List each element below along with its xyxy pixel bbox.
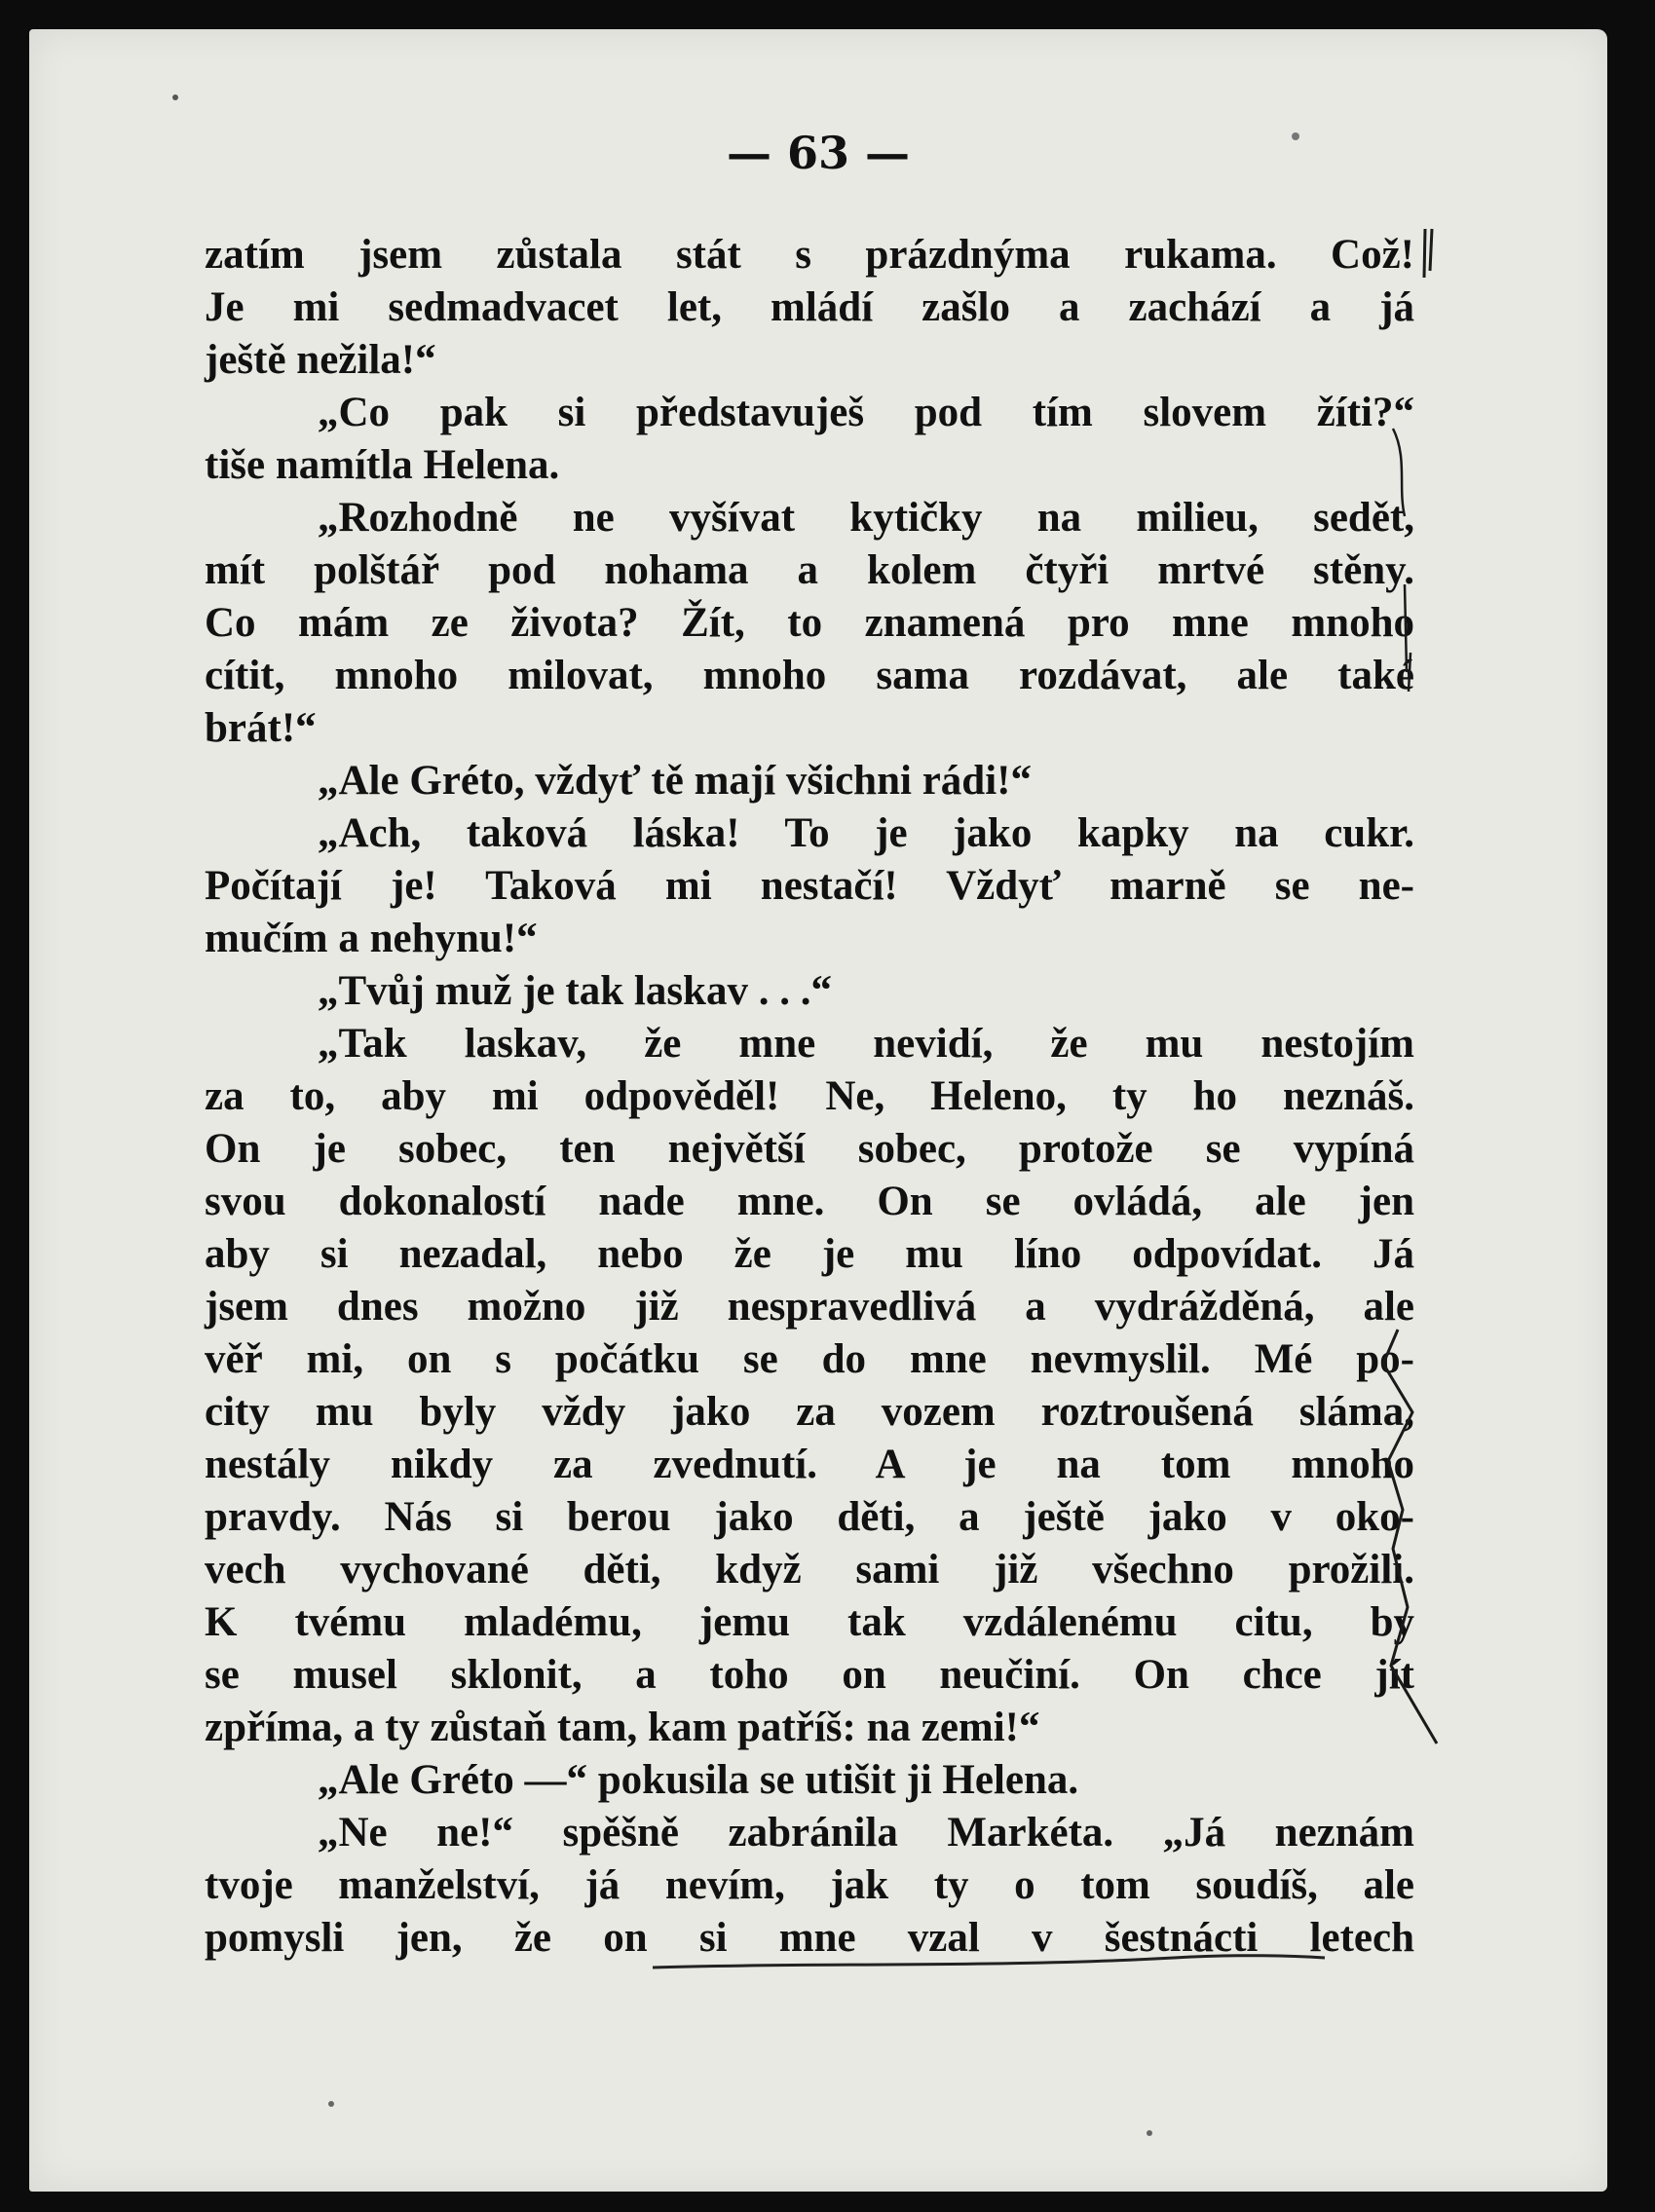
margin-mark-top	[1424, 229, 1432, 278]
text-line: pravdy. Nás si berou jako děti, a ještě jako v oko-	[205, 1494, 1414, 1540]
text-line: věř mi, on s počátku se do mne nevmyslil. Mé po-	[205, 1336, 1414, 1382]
text-line: Počítají je! Taková mi nestačí! Vždyť marně se ne-	[205, 863, 1414, 909]
text-line: za to, aby mi odpověděl! Ne, Heleno, ty ho neznáš.	[205, 1073, 1414, 1119]
text-line: ještě nežila!“	[205, 337, 436, 383]
text-line: tiše namítla Helena.	[205, 442, 560, 488]
text-line: „Tvůj muž je tak laskav . . .“	[318, 968, 832, 1014]
text-line: K tvému mladému, jemu tak vzdálenému citu, by	[205, 1599, 1414, 1645]
text-line: jsem dnes možno již nespravedlivá a vydrážděná, ale	[205, 1284, 1414, 1330]
text-line: mučím a nehynu!“	[205, 916, 538, 961]
text-line: „Ale Gréto, vždyť tě mají všichni rádi!“	[318, 758, 1032, 804]
text-line: pomysli jen, že on si mne vzal v šestnácti letech	[205, 1915, 1414, 1961]
text-line: „Ale Gréto —“ pokusila se utišit ji Helena.	[318, 1757, 1079, 1803]
book-page	[29, 29, 1607, 2192]
body-text	[205, 229, 1414, 1965]
text-line: „Ne ne!“ spěšně zabránila Markéta. „Já neznám	[318, 1810, 1414, 1856]
text-line: cítit, mnoho milovat, mnoho sama rozdávat, ale také	[205, 653, 1414, 698]
text-line: svou dokonalostí nade mne. On se ovládá, ale jen	[205, 1179, 1414, 1224]
text-line: Je mi sedmadvacet let, mládí zašlo a zachází a já	[205, 284, 1414, 330]
text-line: „Tak laskav, že mne nevidí, že mu nestojím	[318, 1021, 1414, 1067]
text-line: brát!“	[205, 705, 317, 751]
text-line: On je sobec, ten největší sobec, protože se vypíná	[205, 1126, 1414, 1172]
text-line: zpříma, a ty zůstaň tam, kam patříš: na zemi!“	[205, 1705, 1040, 1750]
page-number: — 63 —	[726, 127, 911, 179]
text-line: se musel sklonit, a toho on neučiní. On chce jít	[205, 1652, 1414, 1698]
text-line: „Rozhodně ne vyšívat kytičky na milieu, sedět,	[318, 495, 1414, 541]
text-line: Co mám ze života? Žít, to znamená pro mne mnoho	[205, 600, 1414, 646]
text-line: „Ach, taková láska! To je jako kapky na cukr.	[318, 810, 1414, 856]
text-line: vech vychované děti, když sami již všechno prožili.	[205, 1547, 1414, 1593]
text-line: aby si nezadal, nebo že je mu líno odpovídat. Já	[205, 1231, 1414, 1277]
text-line: city mu byly vždy jako za vozem roztroušená sláma,	[205, 1389, 1414, 1435]
text-line: nestály nikdy za zvednutí. A je na tom mnoho	[205, 1442, 1414, 1487]
text-line: mít polštář pod nohama a kolem čtyři mrtvé stěny.	[205, 547, 1414, 593]
text-line: zatím jsem zůstala stát s prázdnýma rukama. Což!	[205, 232, 1414, 278]
text-line: „Co pak si představuješ pod tím slovem žíti?“	[318, 390, 1414, 435]
text-line: tvoje manželství, já nevím, jak ty o tom soudíš, ale	[205, 1862, 1414, 1908]
